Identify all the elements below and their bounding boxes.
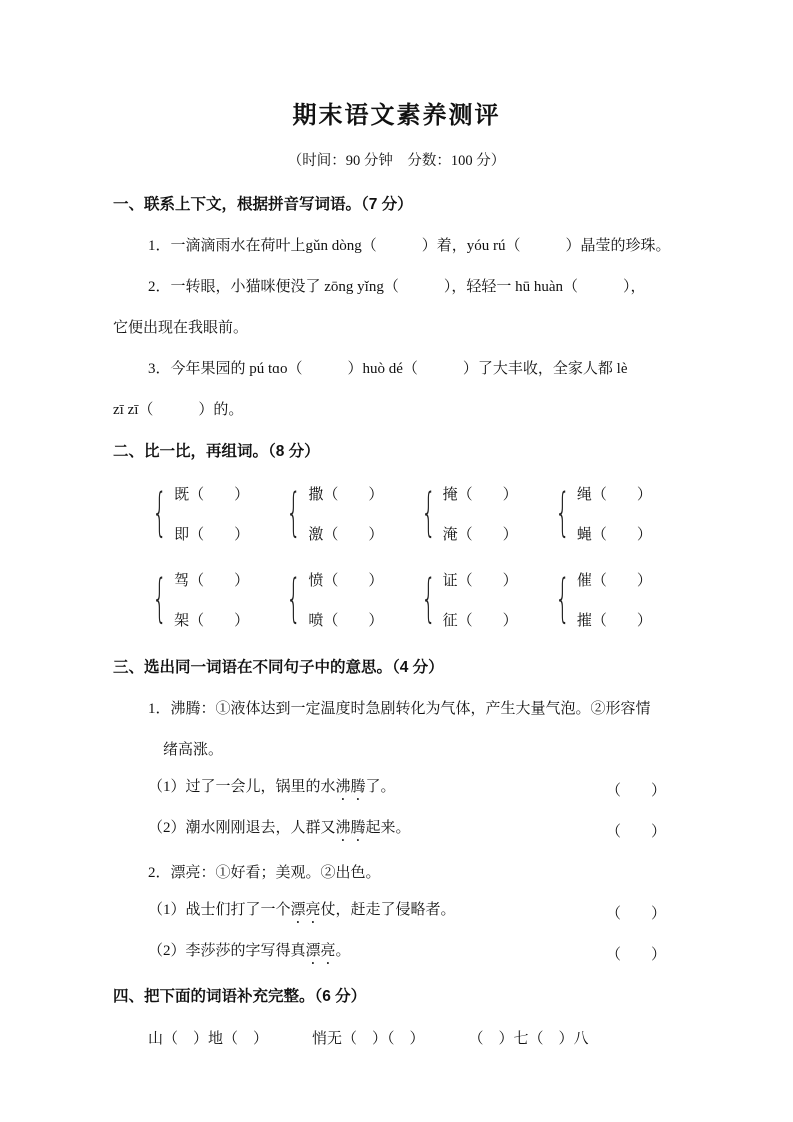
word-cell: 即 （ ） <box>174 526 250 543</box>
word-cell: 撒 （ ） <box>308 486 384 503</box>
brace-icon: { <box>152 569 167 629</box>
compare-pair <box>143 473 277 553</box>
word-cell: 淹 （ ） <box>442 526 518 543</box>
word-cell: 既 （ ） <box>174 486 250 503</box>
definition-line: 2．漂亮：①好看；美观。②出色。 <box>148 865 381 881</box>
word-cell: 激 （ ） <box>308 526 384 543</box>
word-cell: 摧 （ ） <box>576 612 652 629</box>
word-cell: 蝇 （ ） <box>576 526 652 543</box>
section-1-header: 一、联系上下文，根据拼音写词语。（7 分） <box>113 196 413 213</box>
word-cell: 掩 （ ） <box>442 486 518 503</box>
word-cell: 证 （ ） <box>442 572 518 589</box>
brace-icon: { <box>152 483 167 543</box>
answer-blank: （ ） <box>605 947 666 963</box>
compare-pair <box>412 473 546 553</box>
sentence-pre: （2）潮水刚刚退去，人群又 <box>148 820 336 836</box>
sentence-line <box>113 769 680 810</box>
word-cell: 喷 （ ） <box>308 612 384 629</box>
section-2-header: 二、比一比，再组词。（8 分） <box>113 443 320 460</box>
sentence-post: 仗，赶走了侵略者。 <box>320 902 456 918</box>
compare-pair <box>546 559 680 639</box>
sentence-pre: （2）李莎莎的字写得真 <box>148 943 306 959</box>
answer-blank: （ ） <box>605 824 666 840</box>
question-line: 1．一滴滴雨水在荷叶上gǔn dòng（ ）着，yóu rú（ ）晶莹的珍珠。 <box>148 238 671 254</box>
section-3 <box>113 645 680 974</box>
exam-title: 期末语文素养测评 <box>292 102 501 129</box>
idiom-fill-row <box>113 1016 680 1058</box>
compare-pair <box>277 473 411 553</box>
compare-row-2 <box>113 559 680 639</box>
sentence-line <box>113 892 680 933</box>
emphasized-word: 漂亮 <box>290 902 321 918</box>
sentence-line <box>113 933 680 974</box>
brace-icon: { <box>554 483 570 543</box>
idiom-blank: 山（ ）地（ ） <box>148 1030 269 1047</box>
section-3-header: 三、选出同一词语在不同句子中的意思。（4 分） <box>113 659 444 676</box>
word-cell: 催 （ ） <box>576 572 652 589</box>
definition-line-continued: 绪高涨。 <box>163 742 224 758</box>
brace-icon: { <box>286 569 302 629</box>
sentence-post: 了。 <box>365 779 396 795</box>
question-line: 2．一转眼，小猫咪便没了 zōng yǐng（ ），轻轻一 hū huàn（ ）， <box>148 279 646 295</box>
brace-icon: { <box>554 569 570 629</box>
sentence-post: 起来。 <box>365 820 411 836</box>
word-cell: 架 （ ） <box>174 612 250 629</box>
question-line-continued: 它便出现在我眼前。 <box>113 320 249 336</box>
answer-blank: （ ） <box>605 783 666 799</box>
definition-line: 1．沸腾：①液体达到一定温度时急剧转化为气体，产生大量气泡。②形容情 <box>148 701 651 717</box>
compare-pair <box>412 559 546 639</box>
word-cell: 愤 （ ） <box>308 572 384 589</box>
answer-blank: （ ） <box>605 906 666 922</box>
question-line-continued: zī zī（ ）的。 <box>113 402 244 418</box>
emphasized-word: 漂亮 <box>305 943 336 959</box>
word-cell: 绳 （ ） <box>576 486 652 503</box>
section-2 <box>113 429 680 639</box>
sentence-line <box>113 810 680 851</box>
emphasized-word: 沸腾 <box>335 779 366 795</box>
idiom-blank: （ ）七（ ）八 <box>468 1030 589 1047</box>
sentence-pre: （1）战士们打了一个 <box>148 902 291 918</box>
compare-pair <box>546 473 680 553</box>
sentence-pre: （1）过了一会儿，锅里的水 <box>148 779 336 795</box>
question-line: 3．今年果园的 pú tɑo（ ）huò dé（ ）了大丰收，全家人都 lè <box>148 361 628 377</box>
section-4-header: 四、把下面的词语补充完整。（6 分） <box>113 988 367 1005</box>
compare-row-1 <box>113 473 680 553</box>
sentence-post: 。 <box>335 943 351 959</box>
compare-pair <box>143 559 277 639</box>
brace-icon: { <box>420 569 436 629</box>
section-4 <box>113 974 680 1058</box>
brace-icon: { <box>286 483 302 543</box>
word-cell: 征 （ ） <box>442 612 518 629</box>
emphasized-word: 沸腾 <box>335 820 366 836</box>
exam-meta: （时间：90 分钟 分数：100 分） <box>287 153 506 169</box>
word-cell: 驾 （ ） <box>174 572 250 589</box>
idiom-blank: 悄无（ ）（ ） <box>312 1030 425 1047</box>
section-1 <box>113 182 680 429</box>
compare-pair <box>277 559 411 639</box>
brace-icon: { <box>420 483 436 543</box>
